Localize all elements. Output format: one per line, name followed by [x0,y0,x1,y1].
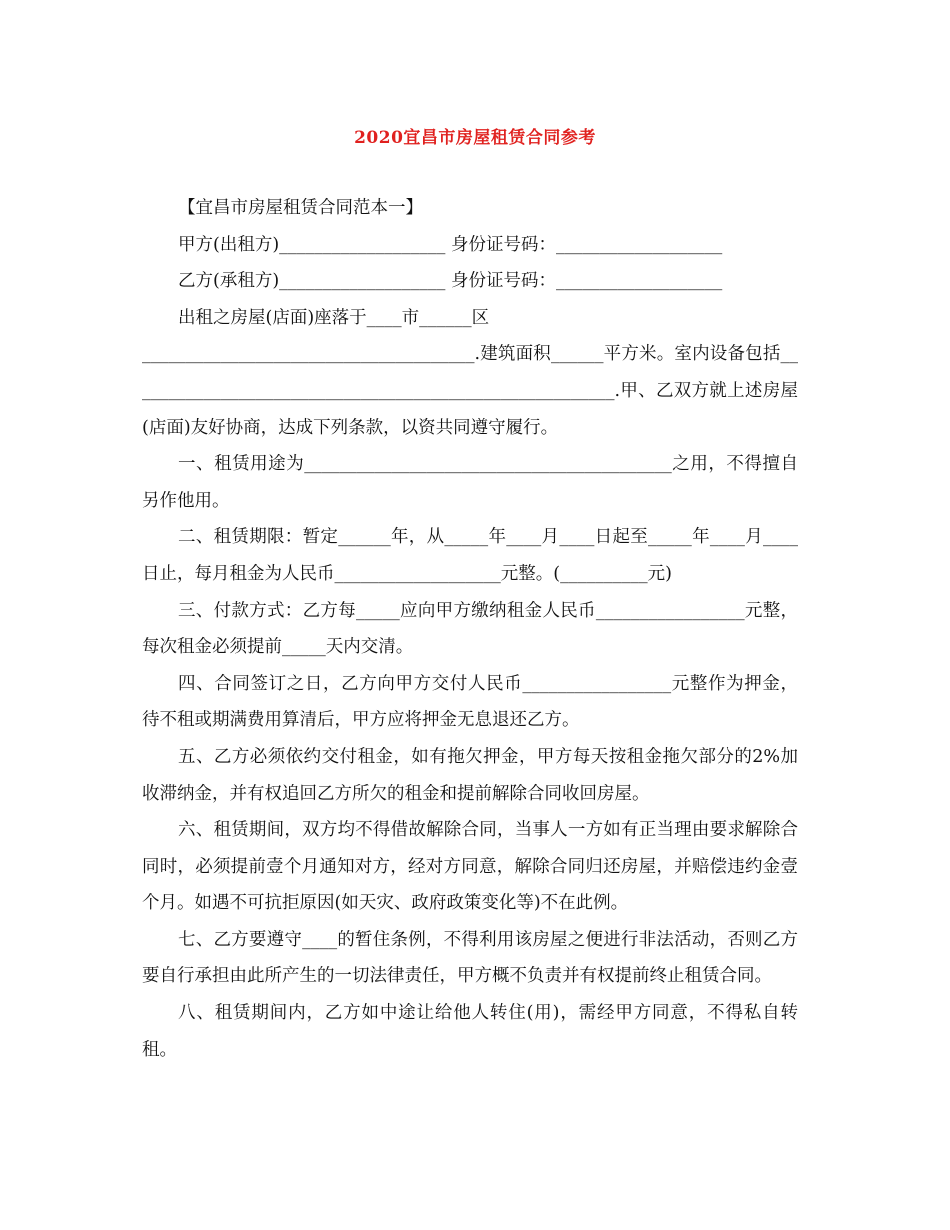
clause-1: 一、租赁用途为__________________________________________之用，不得擅自另作他用。 [142,454,798,511]
party-b-line: 乙方(承租方)___________________ 身份证号码：___________________ [178,271,723,292]
property-details-paragraph: ______________________________________.建筑面积______平方米。室内设备包括________________________________________________________.甲、乙双方就上述房屋(店面)友好协商，达成下列条款，以资共同遵守履行。 [142,344,798,438]
clause-7: 七、乙方要遵守____的暂住条例，不得利用该房屋之便进行非法活动，否则乙方要自行承担由此所产生的一切法律责任，甲方概不负责并有权提前终止租赁合同。 [142,929,798,987]
party-a-line: 甲方(出租方)___________________ 身份证号码：___________________ [178,234,723,255]
clause-8: 八、租赁期间内，乙方如中途让给他人转住(用)，需经甲方同意，不得私自转租。 [142,1003,798,1060]
document-body [142,190,798,1068]
document-title: 2020宜昌市房屋租赁合同参考 [354,128,596,148]
clause-5: 五、乙方必须依约交付租金，如有拖欠押金，甲方每天按租金拖欠部分的2%加收滞纳金，并有权追回乙方所欠的租金和提前解除合同收回房屋。 [142,746,798,804]
clause-3: 三、付款方式：乙方每_____应向甲方缴纳租金人民币_________________元整，每次租金必须提前_____天内交清。 [142,600,798,658]
clause-4: 四、合同签订之日，乙方向甲方交付人民币_________________元整作为押金，待不租或期满费用算清后，甲方应将押金无息退还乙方。 [142,673,798,731]
property-location-line: 出租之房屋(店面)座落于____市______区 [178,307,490,328]
clause-2: 二、租赁期限：暂定______年，从_____年____月____日起至_____年____月____日止，每月租金为人民币___________________元整。(__________元) [142,527,798,584]
clause-6: 六、租赁期间，双方均不得借故解除合同，当事人一方如有正当理由要求解除合同时，必须提前壹个月通知对方，经对方同意，解除合同归还房屋，并赔偿违约金壹个月。如遇不可抗拒原因(如天灾、政府政策变化等)不在此例。 [142,820,798,914]
section-heading: 【宜昌市房屋租赁合同范本一】 [178,198,423,218]
